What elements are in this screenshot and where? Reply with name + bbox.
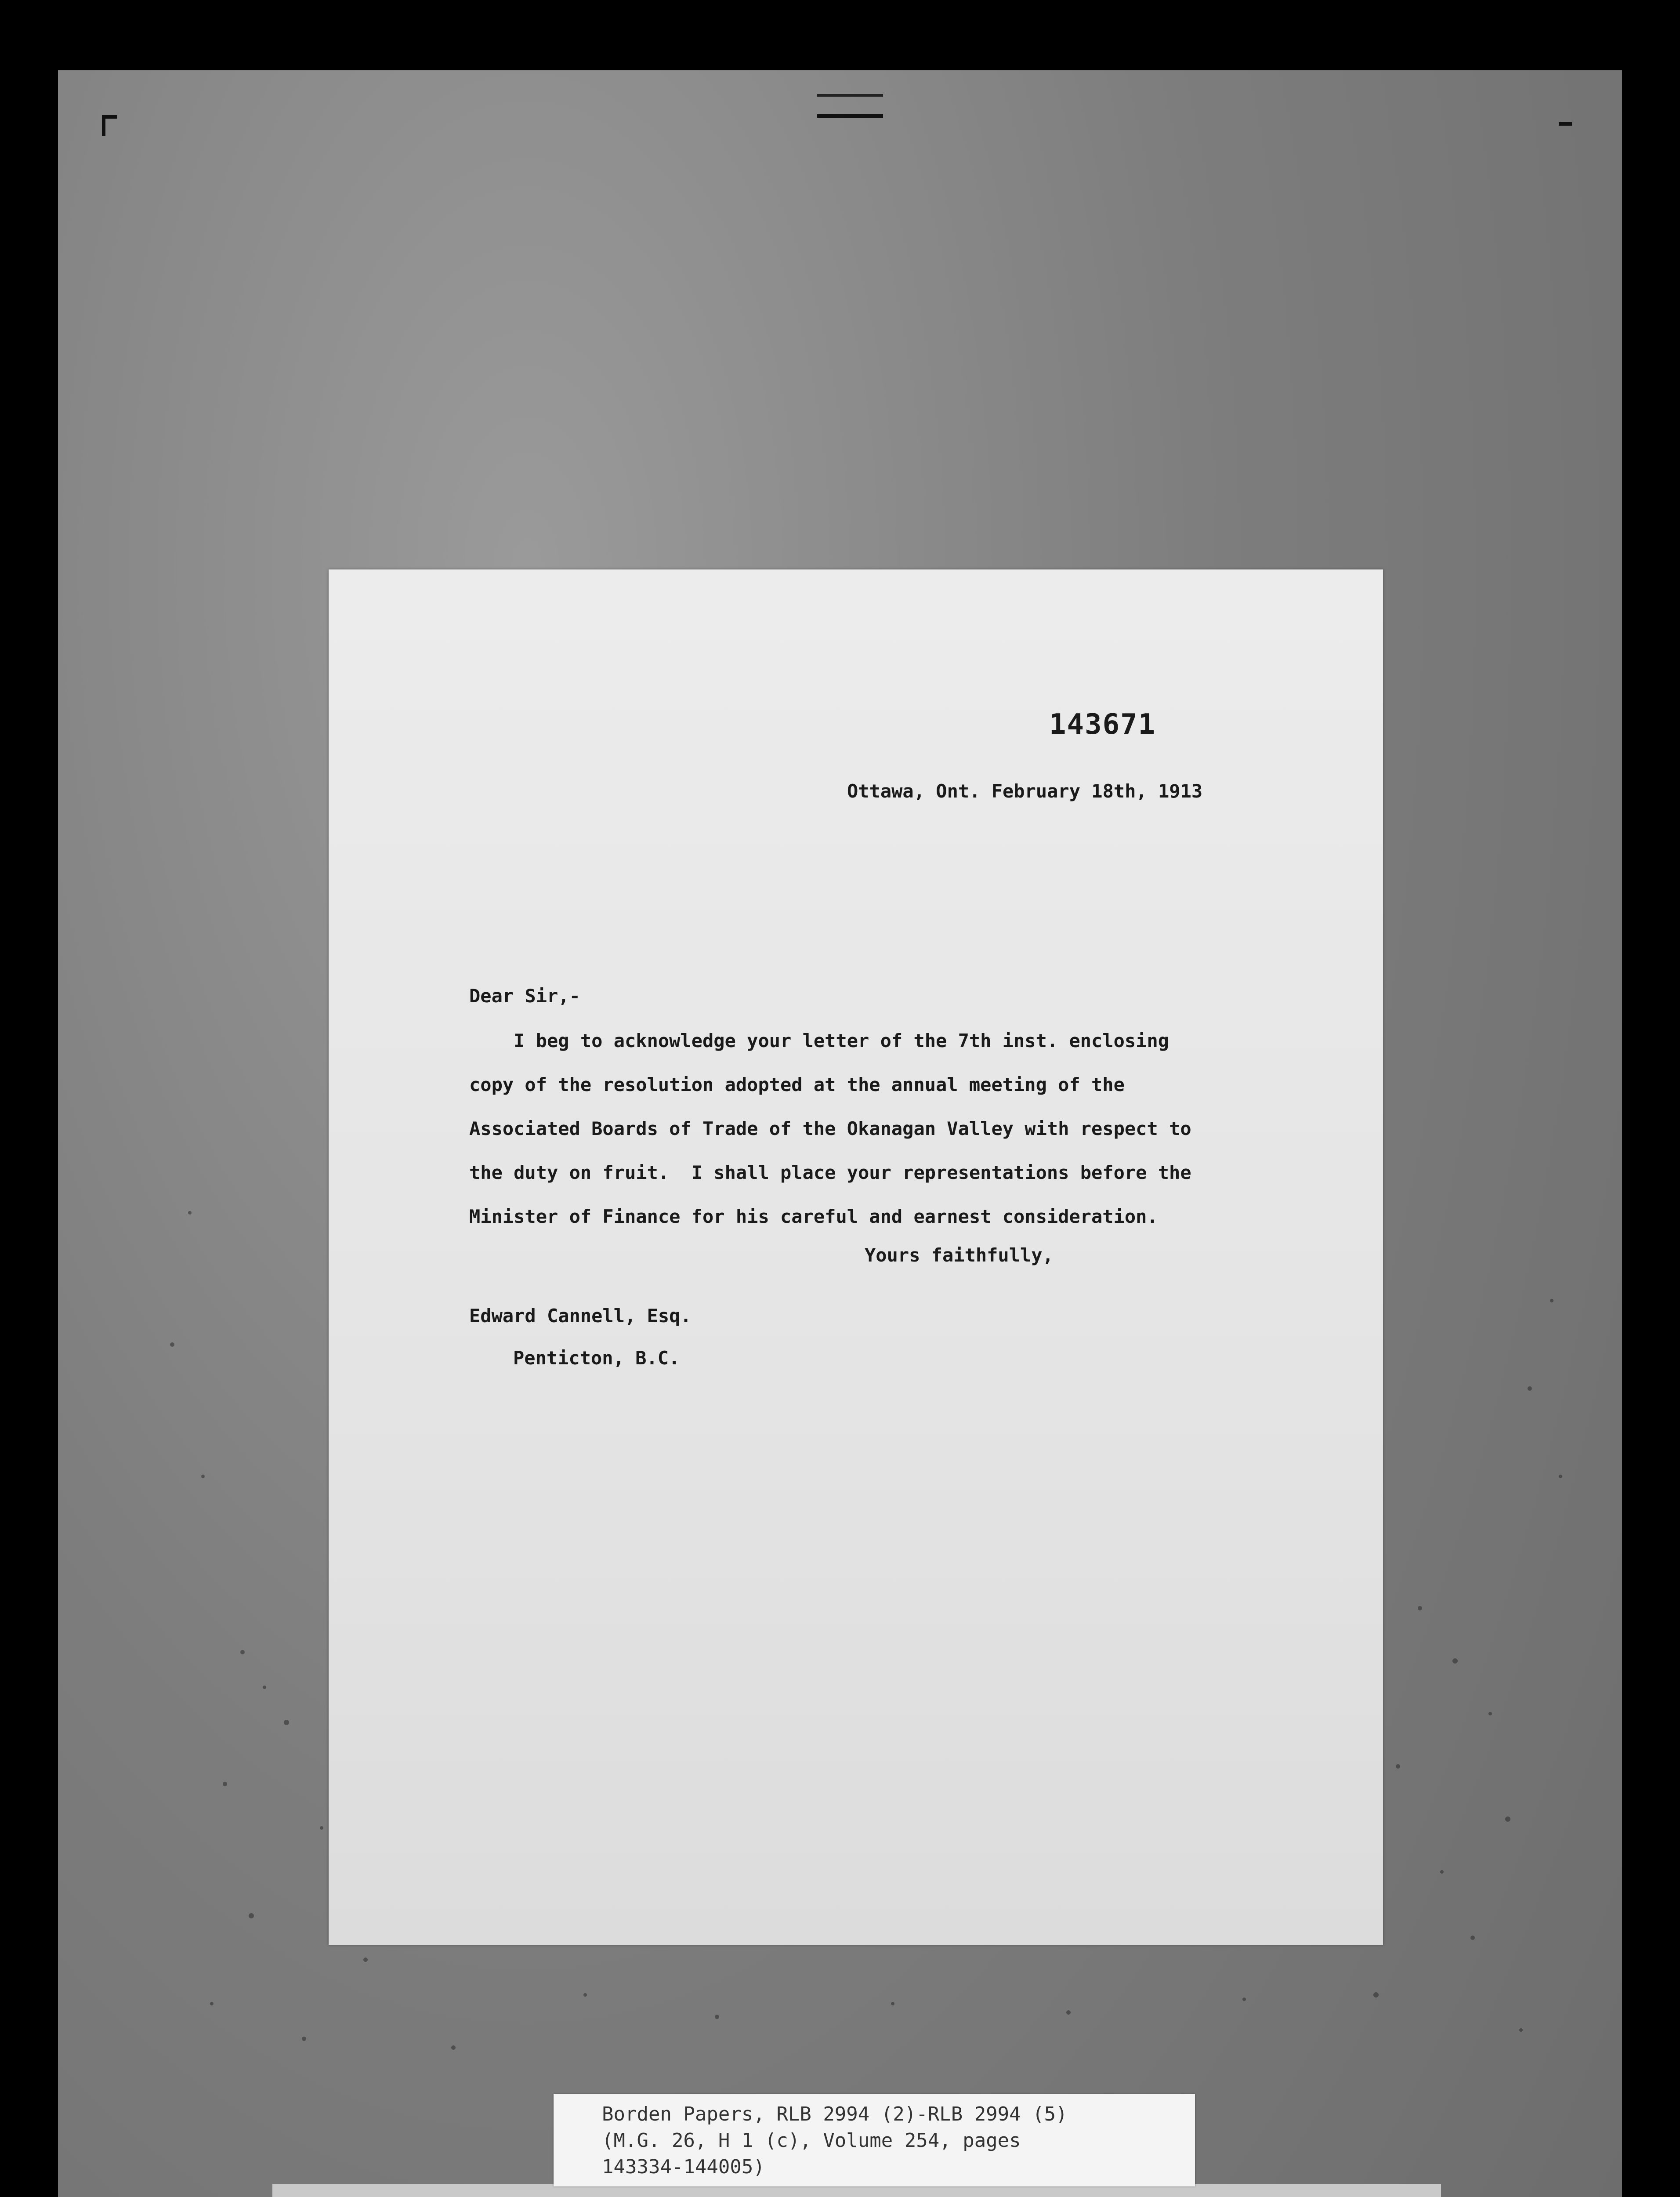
letter-addressee: Edward Cannell, Esq. (469, 1305, 692, 1327)
reference-line: 143334-144005) (602, 2156, 765, 2178)
reference-slip (554, 2094, 1195, 2186)
letter-closing: Yours faithfully, (865, 1244, 1054, 1266)
document-number: 143671 (1049, 708, 1156, 741)
letter-dateline: Ottawa, Ont. February 18th, 1913 (847, 780, 1203, 802)
letter-page (329, 569, 1383, 1945)
letter-addressee-place: Penticton, B.C. (513, 1347, 680, 1369)
letter-body-line: copy of the resolution adopted at the annual meeting of the (469, 1074, 1125, 1095)
frame-top-mark (817, 114, 883, 118)
frame-right-mark (1559, 122, 1572, 126)
letter-salutation: Dear Sir,- (469, 985, 580, 1007)
reference-line: (M.G. 26, H 1 (c), Volume 254, pages (602, 2129, 1021, 2152)
letter-body-line: the duty on fruit. I shall place your representations before the (469, 1162, 1191, 1183)
frame-top-mark-upper (817, 94, 883, 97)
letter-body-line: I beg to acknowledge your letter of the 7th inst. enclosing (469, 1030, 1169, 1051)
frame-corner-mark (102, 115, 117, 136)
letter-body-line: Minister of Finance for his careful and earnest consideration. (469, 1206, 1158, 1227)
letter-body-line: Associated Boards of Trade of the Okanagan Valley with respect to (469, 1118, 1191, 1139)
reference-line: Borden Papers, RLB 2994 (2)-RLB 2994 (5) (602, 2103, 1068, 2125)
